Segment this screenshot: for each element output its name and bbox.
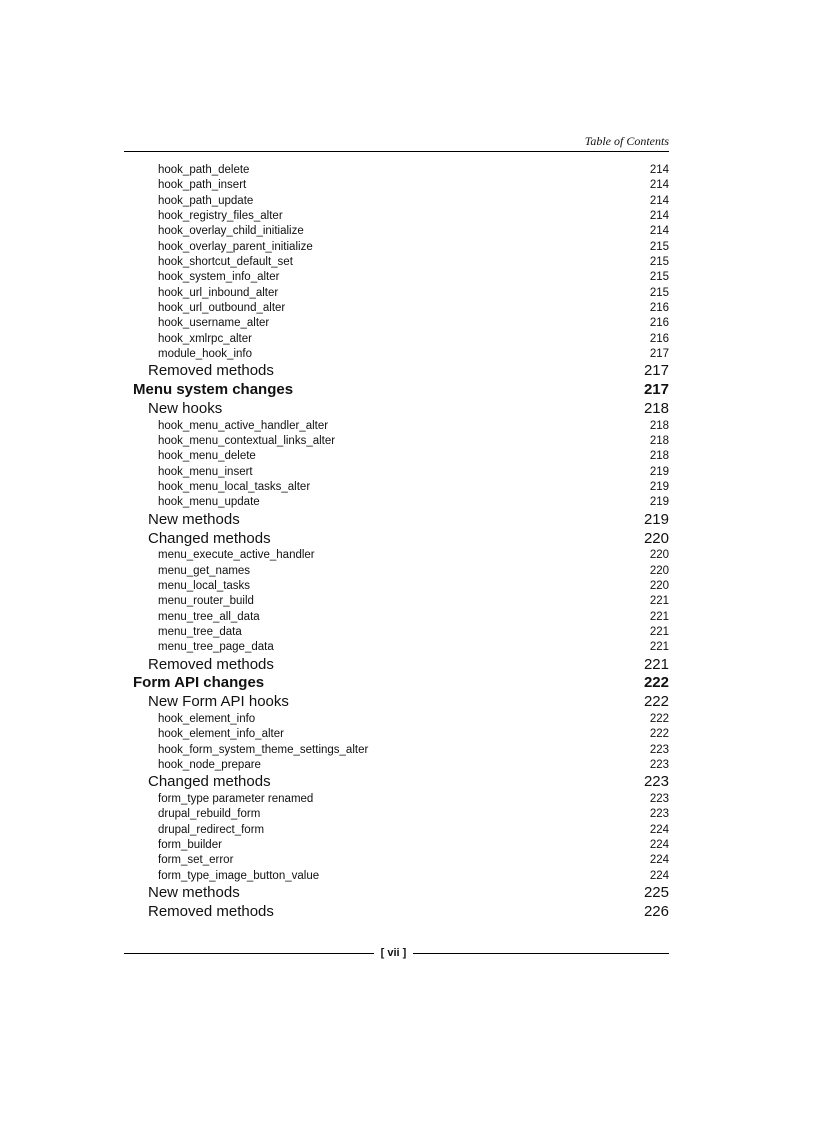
toc-entry-title: hook_registry_files_alter <box>158 210 283 223</box>
toc-subsection-entry <box>124 579 669 594</box>
toc-entry-page-number: 214 <box>649 225 669 238</box>
toc-section-entry <box>124 400 669 419</box>
toc-entry-page-number: 216 <box>649 302 669 315</box>
toc-entry-title: hook_system_info_alter <box>158 271 280 284</box>
toc-entry-title: hook_menu_local_tasks_alter <box>158 481 311 494</box>
toc-entry-page-number: 220 <box>649 564 669 577</box>
page-number: [ vii ] <box>380 947 407 959</box>
toc-subsection-entry <box>124 564 669 579</box>
toc-subsection-entry <box>124 743 669 758</box>
toc-entry-title: form_type parameter renamed <box>158 793 314 806</box>
toc-subsection-entry <box>124 163 669 178</box>
toc-entry-page-number: 217 <box>643 362 669 380</box>
toc-entry-page-number: 222 <box>643 674 669 692</box>
footer-rule-right <box>413 953 669 954</box>
toc-entry-title: menu_router_build <box>158 595 254 608</box>
toc-entry-title: hook_username_alter <box>158 317 270 330</box>
toc-entry-title: New methods <box>148 884 240 902</box>
toc-entry-title: menu_local_tasks <box>158 579 251 592</box>
toc-subsection-entry <box>124 434 669 449</box>
toc-subsection-entry <box>124 758 669 773</box>
toc-entry-page-number: 224 <box>649 869 669 882</box>
toc-subsection-entry <box>124 548 669 563</box>
toc-entry-page-number: 218 <box>643 399 669 417</box>
toc-section-entry <box>124 903 669 922</box>
toc-entry-title: Changed methods <box>148 529 271 547</box>
toc-entry-title: hook_node_prepare <box>158 758 261 771</box>
toc-entry-title: hook_menu_contextual_links_alter <box>158 435 336 448</box>
toc-entry-title: hook_path_insert <box>158 179 247 192</box>
toc-entry-page-number: 218 <box>649 419 669 432</box>
toc-entry-page-number: 222 <box>649 728 669 741</box>
toc-entry-title: Form API changes <box>133 674 265 692</box>
toc-entry-page-number: 214 <box>649 164 669 176</box>
toc-subsection-entry <box>124 625 669 640</box>
toc-chapter-entry <box>124 674 669 693</box>
toc-entry-page-number: 215 <box>649 271 669 284</box>
toc-entry-title: hook_xmlrpc_alter <box>158 332 252 345</box>
toc-entry-page-number: 216 <box>649 317 669 330</box>
toc-entry-page-number: 218 <box>649 435 669 448</box>
toc-entry-title: hook_element_info_alter <box>158 728 284 741</box>
toc-entry-title: Changed methods <box>148 773 271 791</box>
toc-entry-title: New Form API hooks <box>148 693 289 711</box>
table-of-contents <box>124 163 669 922</box>
toc-entry-title: hook_element_info <box>158 712 256 725</box>
toc-subsection-entry <box>124 178 669 193</box>
toc-entry-page-number: 223 <box>649 793 669 806</box>
toc-entry-title: New hooks <box>148 399 223 417</box>
toc-subsection-entry <box>124 240 669 255</box>
toc-section-entry <box>124 693 669 712</box>
toc-entry-title: drupal_redirect_form <box>158 823 265 836</box>
toc-subsection-entry <box>124 332 669 347</box>
toc-entry-title: hook_url_inbound_alter <box>158 286 279 299</box>
toc-entry-title: Removed methods <box>148 655 274 673</box>
toc-entry-page-number: 221 <box>649 641 669 654</box>
toc-entry-page-number: 216 <box>649 332 669 345</box>
toc-entry-page-number: 220 <box>643 529 669 547</box>
toc-entry-page-number: 219 <box>649 496 669 509</box>
toc-subsection-entry <box>124 465 669 480</box>
toc-entry-title: menu_execute_active_handler <box>158 549 315 562</box>
toc-subsection-entry <box>124 610 669 625</box>
toc-entry-title: menu_tree_all_data <box>158 610 260 623</box>
toc-entry-page-number: 214 <box>649 194 669 207</box>
toc-entry-page-number: 221 <box>643 655 669 673</box>
toc-entry-page-number: 223 <box>649 758 669 771</box>
toc-entry-page-number: 225 <box>643 884 669 902</box>
toc-entry-page-number: 224 <box>649 854 669 867</box>
toc-entry-title: menu_get_names <box>158 564 251 577</box>
toc-section-entry <box>124 656 669 675</box>
toc-entry-page-number: 223 <box>649 808 669 821</box>
toc-entry-title: form_builder <box>158 839 222 852</box>
toc-entry-title: menu_tree_page_data <box>158 641 274 654</box>
toc-entry-page-number: 214 <box>649 210 669 223</box>
toc-entry-page-number: 224 <box>649 839 669 852</box>
toc-subsection-entry <box>124 853 669 868</box>
toc-entry-title: hook_menu_delete <box>158 450 256 463</box>
toc-entry-page-number: 219 <box>649 465 669 478</box>
toc-entry-title: Removed methods <box>148 902 274 920</box>
toc-entry-page-number: 215 <box>649 256 669 269</box>
toc-entry-page-number: 217 <box>649 348 669 361</box>
toc-entry-title: form_set_error <box>158 854 234 867</box>
toc-section-entry <box>124 511 669 530</box>
toc-entry-page-number: 215 <box>649 286 669 299</box>
toc-chapter-entry <box>124 381 669 400</box>
toc-subsection-entry <box>124 712 669 727</box>
toc-subsection-entry <box>124 807 669 822</box>
toc-entry-page-number: 217 <box>643 381 669 399</box>
toc-entry-page-number: 219 <box>649 481 669 494</box>
toc-section-entry <box>124 362 669 381</box>
toc-section-entry <box>124 773 669 792</box>
toc-entry-title: hook_form_system_theme_settings_alter <box>158 743 369 756</box>
toc-entry-title: module_hook_info <box>158 348 252 361</box>
toc-entry-page-number: 220 <box>649 579 669 592</box>
toc-entry-page-number: 221 <box>649 610 669 623</box>
toc-entry-page-number: 223 <box>643 773 669 791</box>
toc-subsection-entry <box>124 224 669 239</box>
toc-subsection-entry <box>124 419 669 434</box>
toc-subsection-entry <box>124 316 669 331</box>
toc-subsection-entry <box>124 449 669 464</box>
toc-subsection-entry <box>124 869 669 884</box>
toc-entry-page-number: 223 <box>649 743 669 756</box>
toc-entry-page-number: 221 <box>649 626 669 638</box>
toc-subsection-entry <box>124 209 669 224</box>
toc-entry-title: hook_overlay_parent_initialize <box>158 240 313 253</box>
toc-entry-page-number: 215 <box>649 240 669 253</box>
toc-subsection-entry <box>124 838 669 853</box>
toc-entry-title: menu_tree_data <box>158 626 242 638</box>
toc-entry-title: hook_path_update <box>158 194 254 207</box>
toc-entry-title: hook_path_delete <box>158 164 250 176</box>
toc-entry-page-number: 224 <box>649 823 669 836</box>
toc-subsection-entry <box>124 792 669 807</box>
toc-entry-title: Menu system changes <box>133 381 294 399</box>
running-header: Table of Contents <box>124 134 669 152</box>
toc-entry-page-number: 222 <box>643 693 669 711</box>
toc-entry-page-number: 222 <box>649 712 669 725</box>
toc-entry-title: hook_menu_active_handler_alter <box>158 419 329 432</box>
toc-subsection-entry <box>124 286 669 301</box>
toc-entry-title: New methods <box>148 510 240 528</box>
toc-subsection-entry <box>124 255 669 270</box>
toc-subsection-entry <box>124 301 669 316</box>
toc-section-entry <box>124 530 669 549</box>
toc-subsection-entry <box>124 194 669 209</box>
toc-entry-page-number: 221 <box>649 595 669 608</box>
toc-entry-title: drupal_rebuild_form <box>158 808 261 821</box>
toc-entry-page-number: 219 <box>643 510 669 528</box>
toc-subsection-entry <box>124 823 669 838</box>
toc-entry-title: hook_menu_update <box>158 496 260 509</box>
toc-entry-title: hook_url_outbound_alter <box>158 302 286 315</box>
toc-entry-title: hook_menu_insert <box>158 465 253 478</box>
toc-subsection-entry <box>124 640 669 655</box>
toc-section-entry <box>124 884 669 903</box>
toc-entry-title: form_type_image_button_value <box>158 869 320 882</box>
toc-subsection-entry <box>124 270 669 285</box>
toc-entry-title: hook_overlay_child_initialize <box>158 225 304 238</box>
toc-entry-title: hook_shortcut_default_set <box>158 256 293 269</box>
toc-subsection-entry <box>124 594 669 609</box>
toc-entry-page-number: 220 <box>649 549 669 562</box>
footer-rule-left <box>124 953 374 954</box>
toc-entry-page-number: 218 <box>649 450 669 463</box>
toc-subsection-entry <box>124 480 669 495</box>
page-footer <box>124 945 669 961</box>
toc-subsection-entry <box>124 727 669 742</box>
toc-subsection-entry <box>124 495 669 510</box>
toc-subsection-entry <box>124 347 669 362</box>
toc-entry-page-number: 214 <box>649 179 669 192</box>
toc-entry-title: Removed methods <box>148 362 274 380</box>
toc-entry-page-number: 226 <box>643 902 669 920</box>
